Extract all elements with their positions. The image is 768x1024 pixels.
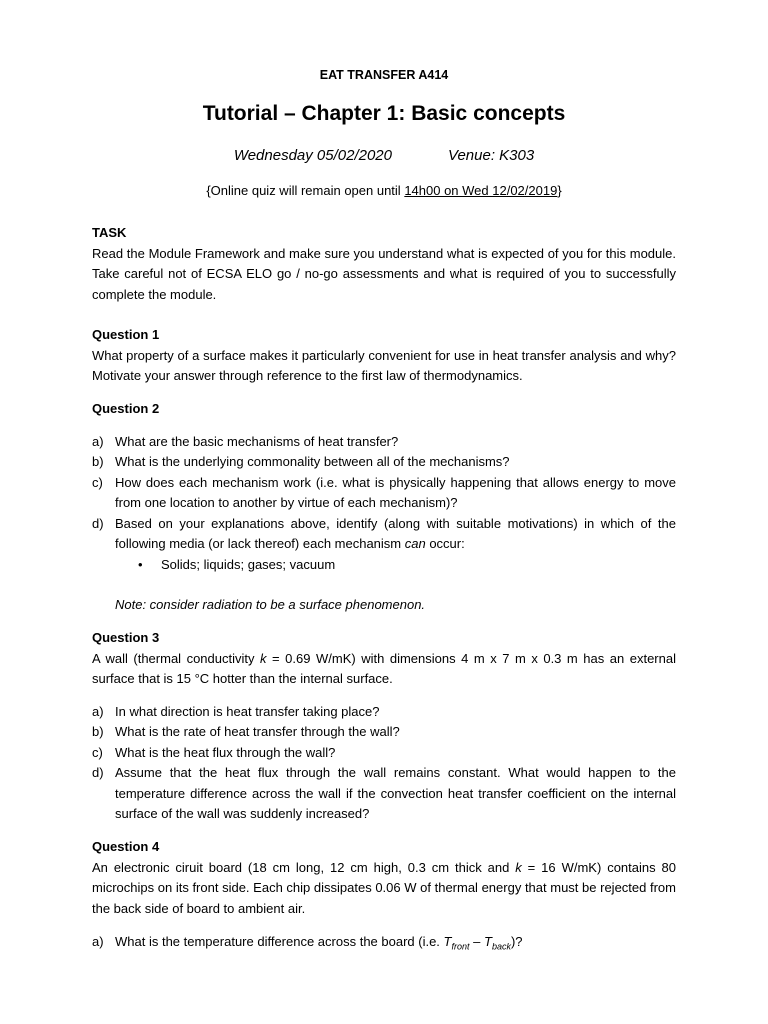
list-item — [92, 473, 676, 514]
item-text: What is the heat flux through the wall? — [115, 744, 336, 760]
question-4-text — [92, 858, 676, 920]
bullet-text: Solids; liquids; gases; vacuum — [161, 556, 336, 572]
q3-text-before: A wall (thermal conductivity — [92, 650, 261, 666]
item-label: c) — [92, 744, 103, 760]
document-page — [92, 68, 676, 952]
session-date: Wednesday 05/02/2020 — [233, 147, 392, 164]
question-1-text: What property of a surface makes it particularly convenient for use in heat transfer analysis and why? Motivate your answer through reference to the first law of thermodynamics. — [92, 347, 676, 384]
item-label: b) — [92, 454, 104, 470]
media-bullets — [92, 555, 676, 576]
task-text: Read the Module Framework and make sure you understand what is expected of you for this module. Take careful not of ECSA ELO go / no-go assessments and what is required of you to successfully complete the module. — [92, 245, 676, 303]
question-3-heading: Question 3 — [92, 629, 160, 645]
question-3-text — [92, 649, 676, 690]
list-item — [92, 722, 676, 743]
item-text-italic: can — [404, 536, 426, 552]
item-text-after: )? — [510, 933, 523, 949]
item-label: b) — [92, 724, 104, 740]
item-label: d) — [92, 515, 104, 531]
list-item — [92, 452, 676, 473]
quiz-notice — [92, 183, 676, 201]
q3-text-after: = 0.69 W/mK) with dimensions 4 m x 7 m x 0.3 m has an external surface that is 15 °C hotter than the internal surface. — [92, 650, 676, 687]
question-4-heading: Question 4 — [92, 838, 160, 854]
item-label: d) — [92, 765, 104, 781]
list-item — [92, 763, 676, 825]
item-text: Assume that the heat flux through the wall remains constant. What would happen to the temperature difference across the wall if the convection heat transfer coefficient on the internal surface of the wall was suddenly increased? — [115, 765, 676, 822]
item-label: a) — [92, 933, 104, 949]
t-front-symbol: T — [443, 933, 452, 949]
question-2-list — [92, 432, 676, 555]
q4-k-symbol: k — [515, 859, 522, 875]
page-title: Tutorial – Chapter 1: Basic concepts — [202, 102, 566, 125]
item-text: What is the underlying commonality between all of the mechanisms? — [115, 454, 510, 470]
session-info — [92, 147, 676, 167]
item-text: How does each mechanism work (i.e. what is physically happening that allows energy to move from one location to another by virtue of each mechanism)? — [115, 474, 676, 511]
question-4-list — [92, 932, 676, 953]
course-code: EAT TRANSFER A414 — [319, 68, 449, 82]
item-label: a) — [92, 703, 104, 719]
session-venue: Venue: K303 — [448, 147, 535, 164]
question-1-heading: Question 1 — [92, 326, 160, 342]
item-label: a) — [92, 433, 104, 449]
quiz-deadline: 14h00 on Wed 12/02/2019 — [404, 183, 558, 198]
item-text-before: What is the temperature difference across the board (i.e. — [115, 933, 444, 949]
radiation-note: Note: consider radiation to be a surface phenomenon. — [115, 597, 426, 613]
back-subscript: back — [491, 941, 511, 952]
quiz-text-after: } — [557, 183, 562, 198]
item-text: What are the basic mechanisms of heat transfer? — [115, 433, 399, 449]
item-text: In what direction is heat transfer taking place? — [115, 703, 380, 719]
q4-text-after: = 16 W/mK) contains 80 microchips on its front side. Each chip dissipates 0.06 W of thermal energy that must be rejected from the back side of board to ambient air. — [92, 859, 676, 917]
question-3-list — [92, 702, 676, 825]
list-item — [92, 432, 676, 453]
item-label: c) — [92, 474, 103, 490]
bullet-item — [138, 555, 676, 576]
quiz-text-before: {Online quiz will remain open until — [206, 183, 405, 198]
bullet-icon: • — [138, 556, 143, 572]
minus-sign: – — [469, 933, 484, 949]
question-2-heading: Question 2 — [92, 400, 160, 416]
t-back-symbol: T — [483, 933, 492, 949]
item-text-after: occur: — [425, 536, 465, 552]
list-item — [92, 932, 676, 953]
task-heading: TASK — [92, 225, 127, 240]
list-item — [92, 514, 676, 555]
list-item — [92, 702, 676, 723]
item-text: What is the rate of heat transfer through the wall? — [115, 724, 400, 740]
front-subscript: front — [451, 941, 470, 952]
item-text-before: Based on your explanations above, identify (along with suitable motivations) in which of the following media (or lack thereof) each mechanism — [115, 515, 676, 552]
q3-k-symbol: k — [260, 650, 267, 666]
list-item — [92, 743, 676, 764]
q4-text-before: An electronic ciruit board (18 cm long, 12 cm high, 0.3 cm thick and — [92, 859, 516, 875]
